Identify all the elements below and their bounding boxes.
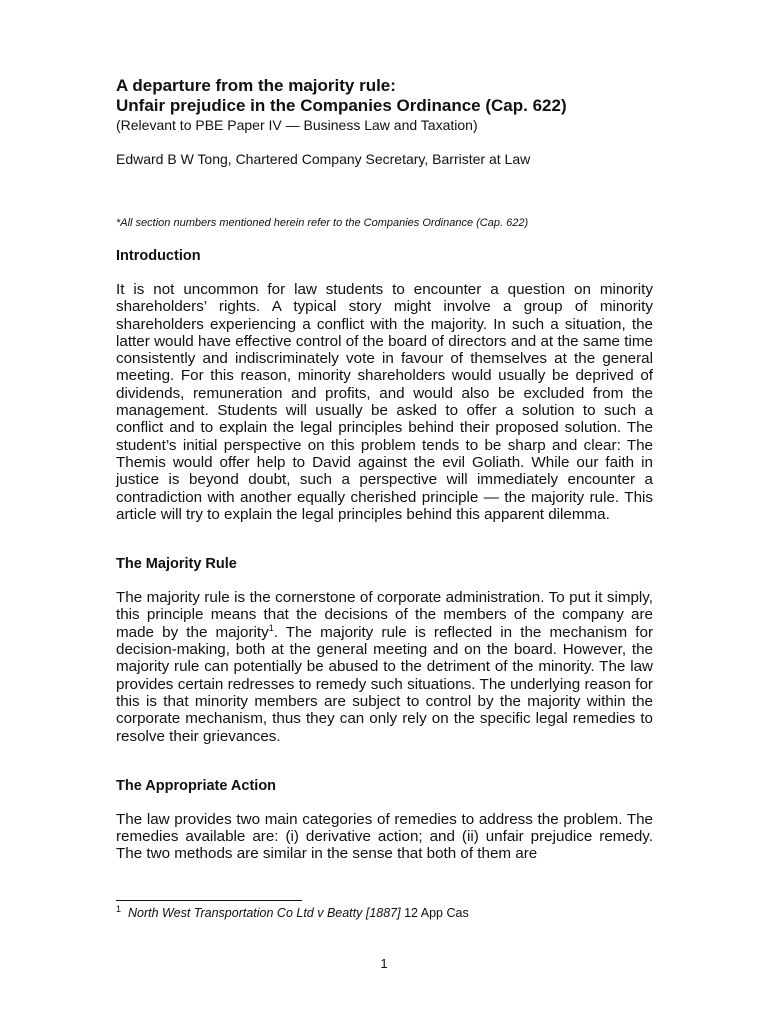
footnote-case-name: North West Transportation Co Ltd v Beatty [1887] xyxy=(128,906,401,920)
title-line-1: A departure from the majority rule: xyxy=(116,76,396,95)
section-note: *All section numbers mentioned herein refer to the Companies Ordinance (Cap. 622) xyxy=(116,217,529,229)
footnote-reference[interactable]: 1 xyxy=(268,622,274,633)
subtitle: (Relevant to PBE Paper IV — Business Law and Taxation) xyxy=(116,117,478,133)
majority-rule-text-1: The majority rule is the cornerstone of corporate administration. To put it simply, this principle means that the decisions of the members of the company are made by the majority xyxy=(116,589,653,641)
heading-appropriate-action: The Appropriate Action xyxy=(116,777,277,794)
page-number: 1 xyxy=(380,956,388,971)
footnote-divider xyxy=(116,900,302,901)
heading-majority-rule: The Majority Rule xyxy=(116,556,237,573)
paragraph-appropriate-action: The law provides two main categories of remedies to address the problem. The remedies available are: (i) derivative action; and (ii) unfair prejudice remedy. The two methods are similar in the sense that both of them are xyxy=(116,810,653,863)
footnote xyxy=(116,905,469,921)
document-body xyxy=(116,76,653,863)
paragraph-majority-rule xyxy=(116,589,653,745)
title-line-2: Unfair prejudice in the Companies Ordinance (Cap. 622) xyxy=(116,96,567,115)
majority-rule-text-2: . The majority rule is reflected in the mechanism for decision-making, both at the general meeting and on the board. However, the majority rule can potentially be abused to the detriment of the minority. The law provides certain redresses to remedy such situations. The underlying reason for this is that minority members are subject to control by the majority within the corporate mechanism, thus they can only rely on the specific legal remedies to resolve their grievances. xyxy=(116,623,654,745)
heading-introduction: Introduction xyxy=(116,248,201,264)
footnote-number: 1 xyxy=(116,903,122,914)
author-line: Edward B W Tong, Chartered Company Secretary, Barrister at Law xyxy=(116,151,531,167)
footnote-citation: 12 App Cas xyxy=(400,906,469,920)
paragraph-introduction: It is not uncommon for law students to encounter a question on minority shareholders’ rights. A typical story might involve a group of minority shareholders experiencing a conflict with the majority. In such a situation, the latter would have effective control of the board of directors and at the same time consistently and indiscriminately vote in favour of themselves at the general meeting. For this reason, minority shareholders would usually be deprived of dividends, remuneration and profits, and would also be excluded from the management. Students will usually be asked to offer a solution to such a conflict and to explain the legal principles behind their proposed solution. The student’s initial perspective on this problem tends to be sharp and clear: The Themis would offer help to David against the evil Goliath. While our faith in justice is beyond doubt, such a perspective will immediately encounter a contradiction with another equally cherished principle — the majority rule. This article will try to explain the legal principles behind this apparent dilemma. xyxy=(116,281,653,523)
